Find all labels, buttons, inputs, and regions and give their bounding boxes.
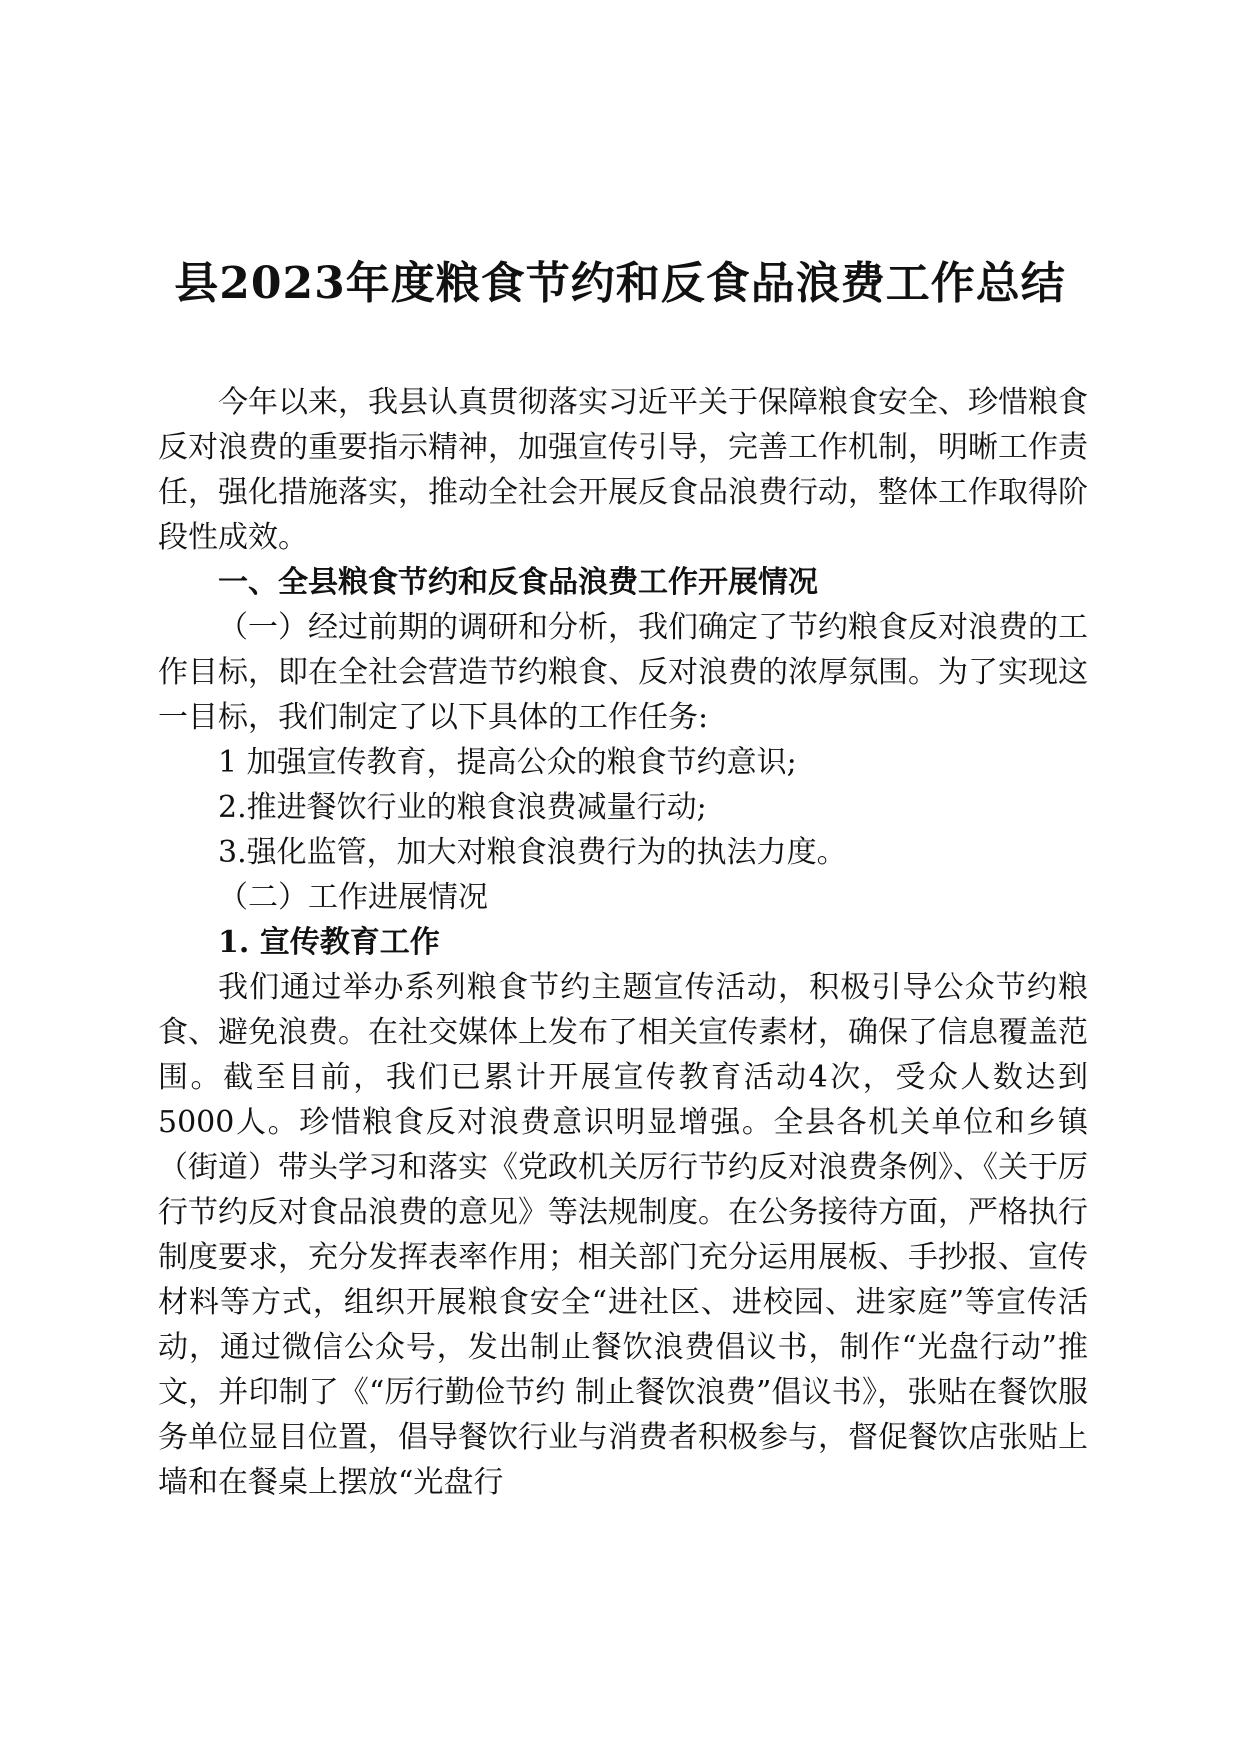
- section-heading-1: 一、全县粮食节约和反食品浪费工作开展情况: [218, 565, 818, 600]
- intro-paragraph: 今年以来，我县认真贯彻落实习近平关于保障粮食安全、珍惜粮食反对浪费的重要指示精神，加强宣传引导，完善工作机制，明晰工作责任，强化措施落实，推动全社会开展反食品浪费行动，整体工作取得阶段性成效。: [158, 385, 1088, 555]
- task-item-1: 1 加强宣传教育，提高公众的粮食节约意识;: [218, 745, 797, 780]
- document-body: [158, 380, 1088, 1505]
- task-item-3: 3.强化监管，加大对粮食浪费行为的执法力度。: [218, 835, 847, 870]
- document-title: 县2023年度粮食节约和反食品浪费工作总结: [174, 258, 1066, 309]
- subsection-1-paragraph: （一）经过前期的调研和分析，我们确定了节约粮食反对浪费的工作目标，即在全社会营造节约粮食、反对浪费的浓厚氛围。为了实现这一目标，我们制定了以下具体的工作任务:: [158, 610, 1088, 735]
- task-item-2: 2.推进餐饮行业的粮食浪费减量行动;: [218, 790, 707, 825]
- subsection-2-heading: （二）工作进展情况: [218, 880, 488, 915]
- sub-heading-publicity: 1. 宣传教育工作: [218, 925, 440, 960]
- publicity-paragraph: 我们通过举办系列粮食节约主题宣传活动，积极引导公众节约粮食、避免浪费。在社交媒体上发布了相关宣传素材，确保了信息覆盖范围。截至目前，我们已累计开展宣传教育活动4次，受众人数达到5000人。珍惜粮食反对浪费意识明显增强。全县各机关单位和乡镇（街道）带头学习和落实《党政机关厉行节约反对浪费条例》、《关于厉行节约反对食品浪费的意见》等法规制度。在公务接待方面，严格执行制度要求，充分发挥表率作用；相关部门充分运用展板、手抄报、宣传材料等方式，组织开展粮食安全“进社区、进校园、进家庭”等宣传活动，通过微信公众号，发出制止餐饮浪费倡议书，制作“光盘行动”推文，并印制了《“厉行勤俭节约 制止餐饮浪费”倡议书》，张贴在餐饮服务单位显目位置，倡导餐饮行业与消费者积极参与，督促餐饮店张贴上墙和在餐桌上摆放“光盘行: [158, 970, 1088, 1500]
